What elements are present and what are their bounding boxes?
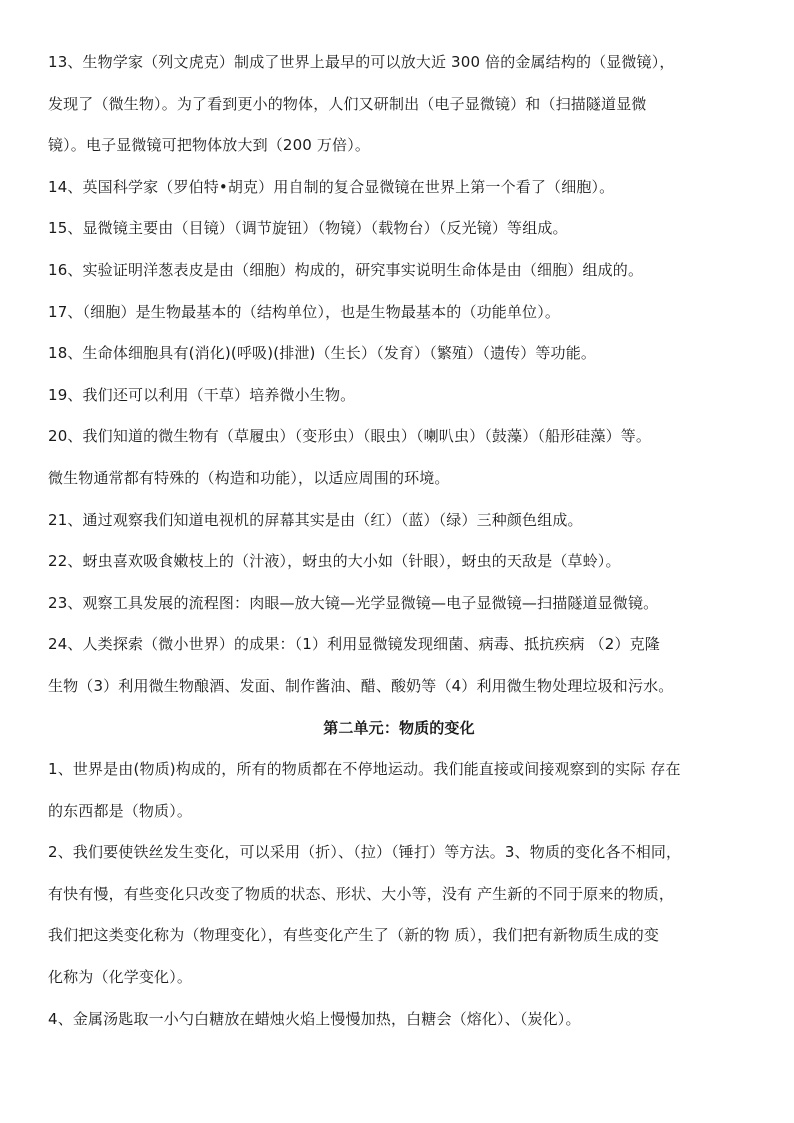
item-20-line-2: 微生物通常都有特殊的（构造和功能），以适应周围的环境。: [48, 468, 450, 487]
unit2-item-3-line-3: 化称为（化学变化）。: [48, 968, 193, 987]
item-17: 17、（细胞）是生物最基本的（结构单位），也是生物最基本的（功能单位）。: [48, 302, 560, 321]
item-24-line-2: 生物（3）利用微生物酿酒、发面、制作酱油、醋、酸奶等（4）利用微生物处理垃圾和污水。: [48, 676, 674, 695]
section-heading: 第二单元：物质的变化: [323, 718, 475, 737]
item-24-line-1: 24、人类探索（微小世界）的成果：（1）利用显微镜发现细菌、病毒、抵抗疾病 （2）克隆: [48, 635, 660, 654]
unit2-item-3-line-2: 我们把这类变化称为（物理变化），有些变化产生了（新的物 质），我们把有新物质生成的变: [48, 926, 660, 945]
item-13-line-2: 发现了（微生物）。为了看到更小的物体，人们又研制出（电子显微镜）和（扫描隧道显微: [48, 94, 647, 113]
item-18: 18、生命体细胞具有(消化)(呼吸)(排泄)（生长）（发育）（繁殖）（遗传）等功能。: [48, 344, 597, 363]
unit2-item-4: 4、金属汤匙取一小勺白糖放在蜡烛火焰上慢慢加热，白糖会（熔化）、（炭化）。: [48, 1009, 581, 1028]
item-13-line-3: 镜）。电子显微镜可把物体放大到（200 万倍）。: [48, 136, 371, 155]
item-22: 22、蚜虫喜欢吸食嫩枝上的（汁液），蚜虫的大小如（针眼），蚜虫的天敌是（草蛉）。: [48, 552, 621, 571]
item-15: 15、显微镜主要由（目镜）（调节旋钮）（物镜）（载物台）（反光镜）等组成。: [48, 219, 568, 238]
item-14: 14、英国科学家（罗伯特•胡克）用自制的复合显微镜在世界上第一个看了（细胞）。: [48, 177, 615, 196]
unit2-item-1-line-1: 1、世界是由(物质)构成的，所有的物质都在不停地运动。我们能直接或间接观察到的实际 存在: [48, 760, 681, 779]
item-16: 16、实验证明洋葱表皮是由（细胞）构成的，研究事实说明生命体是由（细胞）组成的。: [48, 260, 644, 279]
item-13-line-1: 13、生物学家（列文虎克）制成了世界上最早的可以放大近 300 倍的金属结构的（显微镜），: [48, 53, 675, 71]
unit2-item-3-line-1: 有快有慢，有些变化只改变了物质的状态、形状、大小等，没有 产生新的不同于原来的物质，: [48, 884, 675, 903]
item-23: 23、观察工具发展的流程图：肉眼—放大镜—光学显微镜—电子显微镜—扫描隧道显微镜。: [48, 593, 659, 612]
item-19: 19、我们还可以利用（干草）培养微小生物。: [48, 385, 356, 404]
item-20-line-1: 20、我们知道的微生物有（草履虫）（变形虫）（眼虫）（喇叭虫）（鼓藻）（船形硅藻）等。: [48, 427, 652, 446]
unit2-item-2-line-1: 2、我们要使铁丝发生变化，可以采用（折）、（拉）（锤打）等方法。3、物质的变化各不相同，: [48, 843, 682, 862]
document-page: [48, 52, 750, 1050]
item-21: 21、通过观察我们知道电视机的屏幕其实是由（红）（蓝）（绿）三种颜色组成。: [48, 510, 583, 529]
unit2-item-1-line-2: 的东西都是（物质）。: [48, 801, 193, 820]
